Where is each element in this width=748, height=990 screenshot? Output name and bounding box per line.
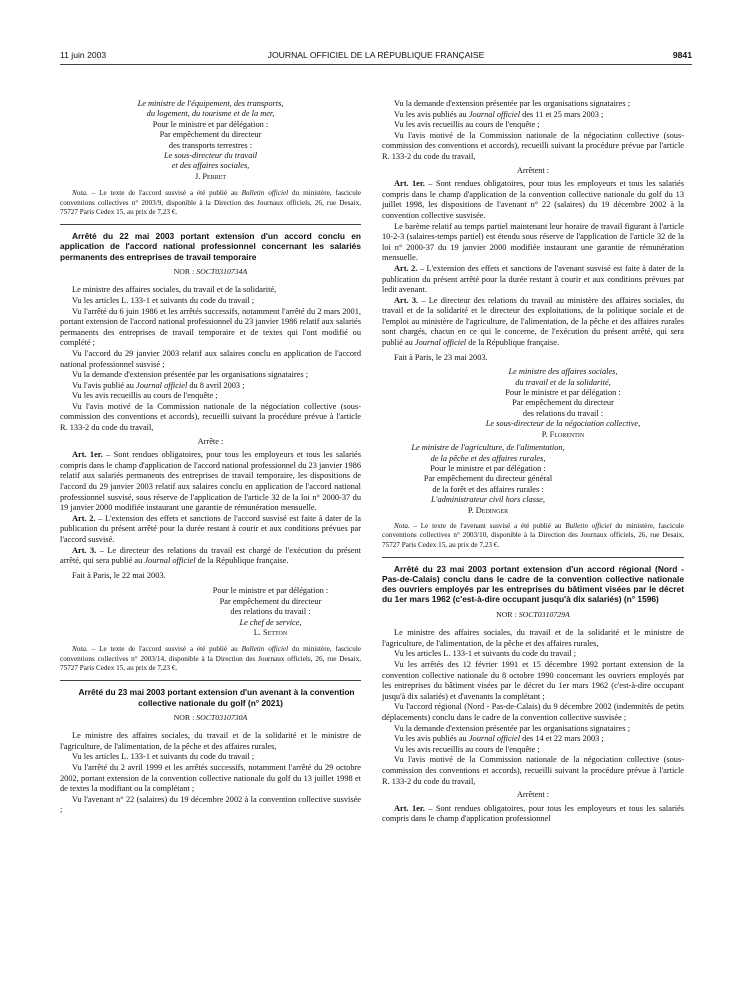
article-3: Art. 3. – Le directeur des relations du travail est chargé de l'exécution du présent arrêté, qui sera publié au Journal officiel de la République française. <box>60 545 362 566</box>
nota-paragraph: Nota. – Le texte de l'accord susvisé a été publié au Bulletin officiel du ministère, fascicule conventions collectives n° 2003/9, disponible à la Direction des Journaux officiels, 26, rue Desaix, 75727 Paris Cedex 15, au prix de 7,23 €. <box>60 189 362 216</box>
page-header <box>60 50 692 64</box>
article-3: Art. 3. – Le directeur des relations du travail au ministère des affaires sociales, du travail et de la solidarité et le directeur des exploitations, de la politique sociale et de l'emploi au ministère de l'agriculture, de l'alimentation, de la pêche et des affaires rurales sont chargés, chacun en ce qui le concerne, de l'exécution du présent arrêté, qui sera publié au Journal officiel de la République française. <box>382 295 685 348</box>
left-column <box>60 99 361 816</box>
signature-block-agriculture <box>382 443 594 516</box>
paragraph: Vu les avis recueillis au cours de l'enquête ; <box>394 744 540 754</box>
header-date: 11 juin 2003 <box>60 50 107 60</box>
decree-title: Arrêté du 23 mai 2003 portant extension d'un avenant à la convention collective nationale du golf (n° 2021) <box>78 687 355 708</box>
paragraph: Vu l'avis motivé de la Commission nationale de la négociation collective (sous-commission des conventions et accords), recueilli suivant la procédure prévue par l'article R. 133-2 du code du travail, <box>382 130 684 161</box>
sig-line: de la pêche et des affaires rurales, <box>430 453 546 463</box>
signature-block-affaires-sociales <box>442 367 684 440</box>
sig-line: Le ministre de l'agriculture, de l'alimentation, <box>411 443 565 453</box>
header-rule <box>60 64 692 65</box>
paragraph: Vu les articles L. 133-1 et suivants du code du travail ; <box>394 649 577 659</box>
sig-line: Le ministre de l'équipement, des transports, <box>137 99 284 108</box>
sig-line: du travail et de la solidarité, <box>515 377 611 387</box>
article-1: Art. 1er. – Sont rendues obligatoires, pour tous les employeurs et tous les salariés compris dans le champ d'application professionnel <box>382 803 684 824</box>
article-1: Art. 1er. – Sont rendues obligatoires, pour tous les employeurs et tous les salariés compris dans le champ d'application de l'accord national professionnel du 23 janvier 1986 relatif aux salariés permanents des entreprises de travail temporaire, les dispositions de l'accord du 29 janvier 2003 relatif aux salaires conclu en application de l'accord national professionnel susvisé, sous réserve de l'application de l'article 32 de la loi n° 2000-37 du 19 janvier 2000 modifiée instaurant une garantie de rémunération mensuelle. <box>60 450 362 513</box>
sig-line: Par empêchement du directeur général <box>423 474 553 484</box>
paragraph: Vu l'accord régional (Nord - Pas-de-Calais) du 9 décembre 2002 (indemnités de petits déplacements) conclu dans le cadre de la convention collective susvisée ; <box>382 702 684 722</box>
sig-line: des relations du travail : <box>522 408 604 418</box>
paragraph: Vu les articles L. 133-1 et suivants du code du travail ; <box>72 295 255 305</box>
paragraph: Vu l'avis publié au Journal officiel du 8 avril 2003 ; <box>72 380 245 390</box>
signature-block-setton <box>180 586 361 638</box>
paragraph: Vu les avis recueillis au cours de l'enquête ; <box>72 391 218 401</box>
paragraph: Vu les avis publiés au Journal officiel des 14 et 22 mars 2003 ; <box>394 734 604 744</box>
paragraph: Vu les avis publiés au Journal officiel des 11 et 25 mars 2003 ; <box>394 109 604 119</box>
signature-block-equipement <box>60 99 361 182</box>
sig-line: des relations du travail : <box>230 607 311 617</box>
sig-line: de la forêt et des affaires rurales : <box>432 484 544 494</box>
paragraph: Le barème relatif au temps partiel maintenant leur horaire de travail figurant à l'article 10-2-3 (salaires-temps partiel) est étendu sous réserve de l'application de l'article 32 de la loi n° 2000-37 du 19 janvier 2000 modifiée instaurant une garantie de rémunération mensuelle. <box>382 221 684 263</box>
sig-line: du logement, du tourisme et de la mer, <box>146 109 275 119</box>
section-separator <box>60 680 361 681</box>
signatory-name: P. Florentin <box>541 429 585 439</box>
nota-paragraph: Nota. – Le texte de l'accord susvisé a été publié au Bulletin officiel du ministère, fascicule conventions collectives n° 2003/14, disponible à la Direction des Journaux officiels, 26, rue Desaix, 75727 Paris Cedex 15, au prix de 7,23 €. <box>60 645 362 672</box>
paragraph: Vu l'avis motivé de la Commission nationale de la négociation collective (sous-commission des conventions et accords), recueilli suivant la procédure prévue à l'article R. 133-2 du code du travail, <box>382 755 684 786</box>
paragraph: Vu les arrêtés des 12 février 1991 et 15 décembre 1992 portant extension de la convention collective nationale du 8 octobre 1990 concernant les ouvriers employés par les entreprises du bâtiment visées par le décret du 1er mars 1962 (c'est-à-dire occupant jusqu'à dix salariés) et d'avenants la complétant ; <box>382 660 684 701</box>
paragraph: Vu la demande d'extension présentée par les organisations signataires ; <box>72 370 309 380</box>
sig-line: Pour le ministre et par délégation : <box>430 463 546 473</box>
paragraph: Vu l'arrêté du 6 juin 1986 et les arrêtés successifs, notamment l'arrêté du 2 mars 2001, portant extension de l'accord national professionnel du 23 janvier 1986 relatif aux salariés permanents des entreprises de travail temporaire et de textes qui l'ont modifié ou complété ; <box>60 306 361 348</box>
sig-line: Pour le ministre et par délégation : <box>212 586 329 596</box>
paragraph: Vu les avis recueillis au cours de l'enquête ; <box>394 120 540 130</box>
nor-reference: NOR : SOCT0310730A <box>173 712 248 722</box>
sig-line: Le sous-directeur du travail <box>163 151 258 161</box>
arrete-heading: Arrêtent : <box>516 165 550 175</box>
sig-line: des transports terrestres : <box>168 140 253 150</box>
article-2: Art. 2. – L'extension des effets et sanctions de l'accord susvisé est faite à dater de la publication du présent arrêté pour la durée restant à courir et aux conditions prévues par l'accord susvisé. <box>60 513 362 544</box>
nor-reference: NOR : SOCT0310734A <box>173 266 248 276</box>
right-column <box>382 99 684 825</box>
paragraph: Vu l'avenant n° 22 (salaires) du 19 décembre 2002 à la convention collective susvisée ; <box>60 794 361 815</box>
sig-line: Pour le ministre et par délégation : <box>505 388 621 398</box>
decree-title: Arrêté du 23 mai 2003 portant extension d'un accord régional (Nord - Pas-de-Calais) conclu dans le cadre de la convention collective nationale des ouvriers employés par les entreprises du bâtiment visées par le décret du 1er mars 1962 (c'est-à-dire occupant jusqu'à dix salariés) (n° 1596) <box>382 563 684 605</box>
signatory-name: P. Dedinger <box>467 505 509 515</box>
paragraph: Vu l'arrêté du 2 avril 1999 et les arrêtés successifs, notamment l'arrêté du 29 octobre 2002, portant extension de la convention collective nationale du golf du 13 juillet 1998 et de textes la modifiant ou la complétant ; <box>60 763 361 794</box>
arrete-heading: Arrêtent : <box>516 790 550 800</box>
paragraph: Le ministre des affaires sociales, du travail et de la solidarité et le ministre de l'agriculture, de l'alimentation, de la pêche et des affaires rurales, <box>382 628 684 648</box>
arrete-heading: Arrête : <box>197 436 224 446</box>
paragraph: Le ministre des affaires sociales, du travail et de la solidarité et le ministre de l'agriculture, de l'alimentation, de la pêche et des affaires rurales, <box>60 731 361 751</box>
paragraph: Vu la demande d'extension présentée par les organisations signataires ; <box>394 99 631 108</box>
header-journal-title: JOURNAL OFFICIEL DE LA RÉPUBLIQUE FRANÇAISE <box>267 50 485 60</box>
sig-line: Par empêchement du directeur <box>512 398 614 408</box>
sig-line: L'administrateur civil hors classe, <box>431 495 545 505</box>
done-at: Fait à Paris, le 23 mai 2003. <box>394 352 488 362</box>
decree-title: Arrêté du 22 mai 2003 portant extension d'un accord conclu en application de l'accord national professionnel concernant les salariés permanents des entreprises de travail temporaire <box>60 231 361 262</box>
paragraph: Vu les articles L. 133-1 et suivants du code du travail ; <box>72 752 255 762</box>
sig-line: et des affaires sociales, <box>171 161 250 171</box>
signatory-name: L. Setton <box>253 628 288 637</box>
paragraph: Vu l'avis motivé de la Commission nationale de la négociation collective (sous-commission des conventions et accords), recueilli suivant la procédure prévue à l'article R. 133-2 du code du travail, <box>60 401 361 433</box>
sig-line: Pour le ministre et par délégation : <box>152 119 269 129</box>
paragraph: Vu la demande d'extension présentée par les organisations signataires ; <box>394 723 631 733</box>
signatory-name: J. Perret <box>194 171 227 181</box>
article-1: Art. 1er. – Sont rendues obligatoires, pour tous les employeurs et tous les salariés compris dans le champ d'application de la convention collective nationale du golf du 13 juillet 1998, les dispositions de l'avenant n° 22 (salaires) du 19 décembre 2002 à la convention collective susvisée. <box>382 179 684 220</box>
nota-paragraph: Nota. – Le texte de l'avenant susvisé a été publié au Bulletin officiel du ministère, fascicule conventions collectives n° 2003/10, disponible à la Direction des Journaux officiels, 26, rue Desaix, 75727 Paris Cedex 15, au prix de 7,23 €. <box>382 521 684 549</box>
sig-line: Par empêchement du directeur <box>159 130 262 140</box>
article-2: Art. 2. – L'extension des effets et sanctions de l'avenant susvisé est faite à dater de la publication du présent arrêté pour la durée restant à courir et aux conditions prévues par ledit avenant. <box>382 263 685 295</box>
sig-line: Par empêchement du directeur <box>219 596 322 606</box>
sig-line: Le sous-directeur de la négociation collective, <box>485 419 641 429</box>
done-at: Fait à Paris, le 22 mai 2003. <box>72 570 166 580</box>
sig-line: Le ministre des affaires sociales, <box>508 367 618 377</box>
section-separator <box>382 557 684 558</box>
paragraph: Vu l'accord du 29 janvier 2003 relatif aux salaires conclu en application de l'accord national professionnel susvisé ; <box>60 348 361 369</box>
nor-reference: NOR : SOCT0310729A <box>496 609 570 619</box>
sig-line: Le chef de service, <box>239 617 302 627</box>
section-separator <box>60 224 361 225</box>
header-page-number: 9841 <box>672 50 692 60</box>
paragraph: Le ministre des affaires sociales, du travail et de la solidarité, <box>72 285 277 295</box>
